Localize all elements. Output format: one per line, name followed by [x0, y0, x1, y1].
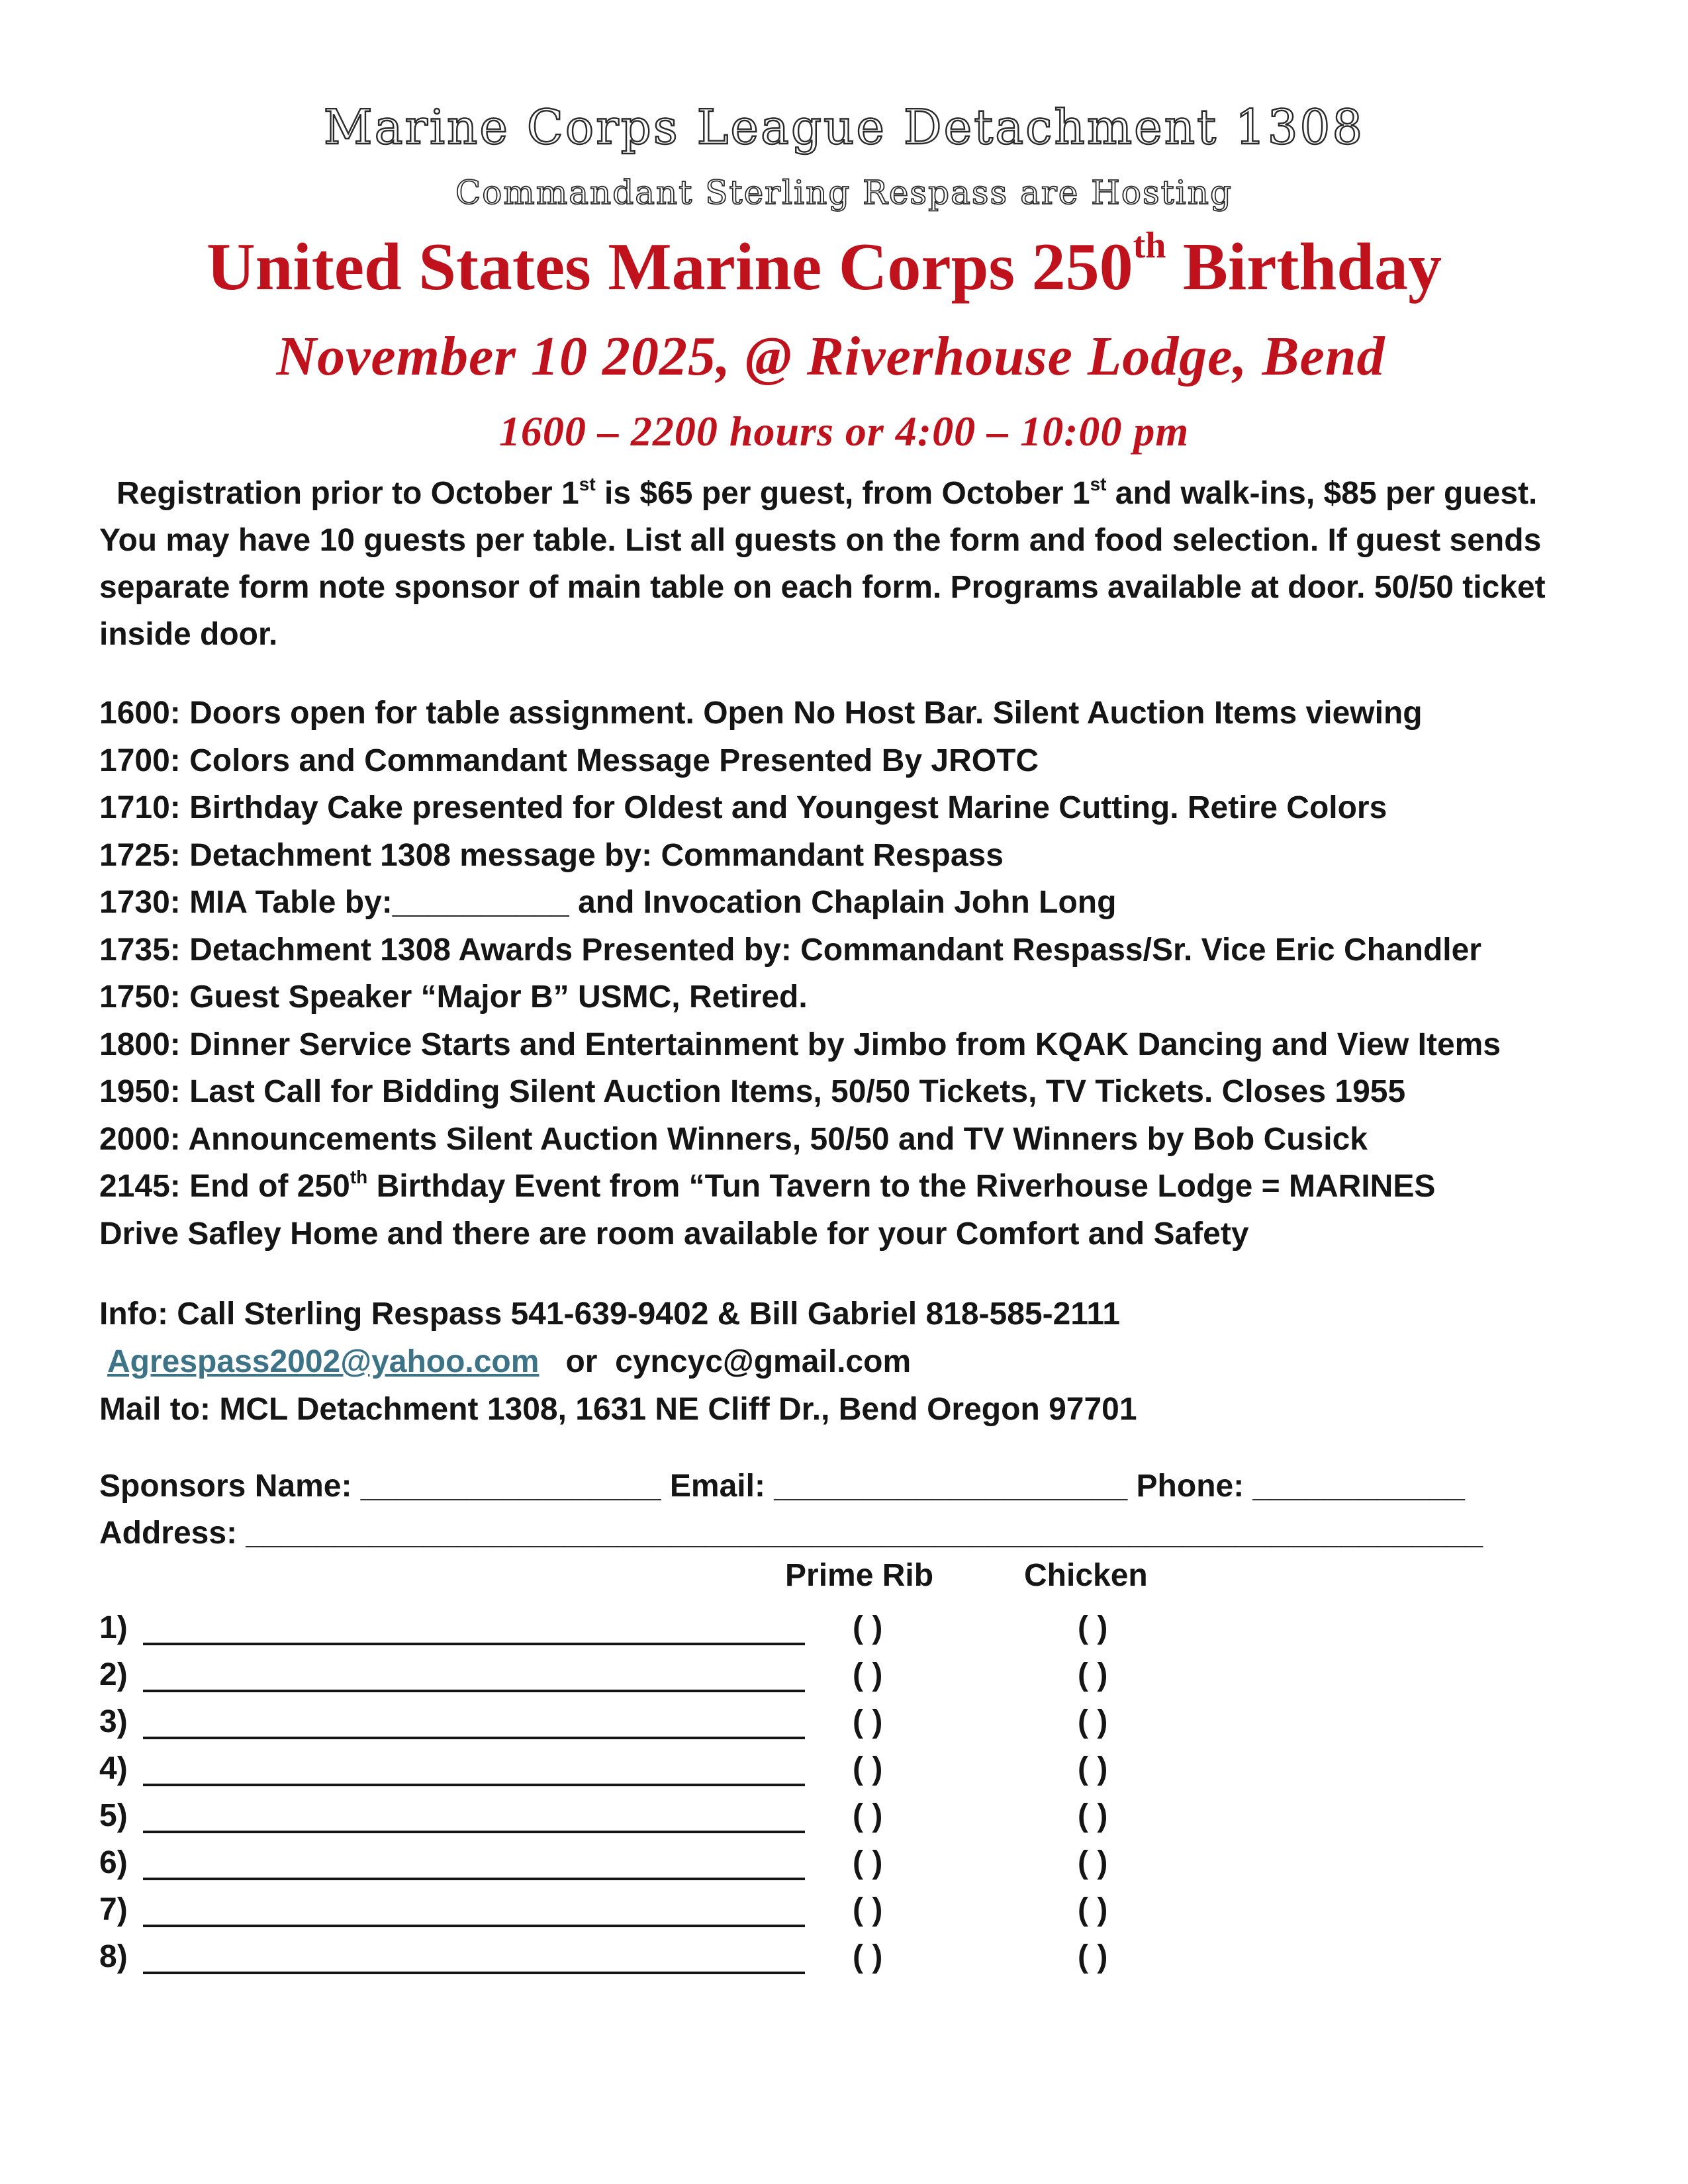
prime-rib-choice[interactable]: ( )	[853, 1751, 883, 1786]
schedule-end-text-tail: Birthday Event from “Tun Tavern to the Riverhouse Lodge = MARINES	[367, 1169, 1436, 1204]
event-hours: 1600 – 2200 hours or 4:00 – 10:00 pm	[498, 408, 1190, 455]
schedule-item: 1600: Doors open for table assignment. Open No Host Bar. Silent Auction Items viewing	[99, 696, 1423, 731]
guest-name-line[interactable]	[143, 1878, 805, 1880]
event-title	[0, 225, 1668, 306]
event-schedule	[99, 690, 1501, 1257]
guest-name-line[interactable]	[143, 1784, 805, 1786]
chicken-choice[interactable]: ( )	[1078, 1610, 1108, 1645]
schedule-item: 2000: Announcements Silent Auction Winners, 50/50 and TV Winners by Bob Cusick	[99, 1121, 1368, 1157]
guest-row	[99, 1604, 1225, 1651]
guest-row	[99, 1933, 1225, 1980]
guest-number: 8)	[99, 1939, 128, 1974]
registration-sup-b: st	[1090, 474, 1107, 494]
prime-rib-choice[interactable]: ( )	[853, 1845, 883, 1880]
chicken-choice[interactable]: ( )	[1078, 1845, 1108, 1880]
registration-paragraph	[99, 470, 1589, 658]
chicken-choice[interactable]: ( )	[1078, 1751, 1108, 1786]
schedule-item: 1800: Dinner Service Starts and Entertainment by Jimbo from KQAK Dancing and View Items	[99, 1026, 1501, 1062]
prime-rib-choice[interactable]: ( )	[853, 1610, 883, 1645]
schedule-item: 1700: Colors and Commandant Message Presented By JROTC	[99, 743, 1039, 778]
chicken-column-header: Chicken	[1024, 1558, 1148, 1593]
schedule-item: 1735: Detachment 1308 Awards Presented by: Commandant Respass/Sr. Vice Eric Chandler	[99, 932, 1481, 968]
guest-name-line[interactable]	[143, 1690, 805, 1692]
guest-row	[99, 1792, 1225, 1839]
drive-safe-note: Drive Safley Home and there are room available for your Comfort and Safety	[99, 1216, 1249, 1251]
prime-rib-choice[interactable]: ( )	[853, 1704, 883, 1739]
registration-text-b: is $65 per guest, from October 1	[595, 476, 1090, 511]
schedule-end-text: 2145: End of 250	[99, 1169, 350, 1204]
chicken-choice[interactable]: ( )	[1078, 1657, 1108, 1692]
prime-rib-column-header: Prime Rib	[785, 1558, 934, 1593]
contact-info	[99, 1291, 1137, 1433]
organization-heading: Marine Corps League Detachment 1308	[323, 99, 1365, 155]
info-call-line: Info: Call Sterling Respass 541-639-9402 & Bill Gabriel 818-585-2111	[99, 1297, 1121, 1332]
email-line	[99, 1338, 1137, 1386]
guest-number: 4)	[99, 1751, 128, 1786]
schedule-item-end	[99, 1163, 1501, 1210]
prime-rib-choice[interactable]: ( )	[853, 1798, 883, 1833]
guest-number: 6)	[99, 1845, 128, 1880]
address-field-line[interactable]: Address: ______________________________________________________________________	[99, 1516, 1483, 1551]
guest-row	[99, 1651, 1225, 1698]
sponsor-section	[99, 1463, 1483, 1557]
guest-number: 1)	[99, 1610, 128, 1645]
prime-rib-choice[interactable]: ( )	[853, 1892, 883, 1927]
registration-text-c: and walk-ins, $85 per guest. You may have 10 guests per table. List all guests on the form and food selection. If guest sends separate form note sponsor of main table on each form. Programs available at door. 50/50 ticket inside door.	[99, 476, 1546, 652]
guest-name-line[interactable]	[143, 1925, 805, 1927]
email-cyncyc: cyncyc@gmail.com	[615, 1344, 912, 1379]
chicken-choice[interactable]: ( )	[1078, 1798, 1108, 1833]
guest-name-line[interactable]	[143, 1972, 805, 1974]
title-text: United States Marine Corps 250	[207, 230, 1133, 304]
title-superscript: th	[1133, 225, 1166, 266]
guest-row	[99, 1886, 1225, 1933]
date-location: November 10 2025, @ Riverhouse Lodge, Bend	[276, 326, 1385, 387]
schedule-item: 1710: Birthday Cake presented for Oldest and Youngest Marine Cutting. Retire Colors	[99, 790, 1387, 825]
guest-number: 7)	[99, 1892, 128, 1927]
chicken-choice[interactable]: ( )	[1078, 1939, 1108, 1974]
prime-rib-choice[interactable]: ( )	[853, 1657, 883, 1692]
chicken-choice[interactable]: ( )	[1078, 1704, 1108, 1739]
email-link-agrespass[interactable]: Agrespass2002@yahoo.com	[107, 1344, 539, 1379]
guest-row	[99, 1839, 1225, 1886]
schedule-item: 1950: Last Call for Bidding Silent Auction Items, 50/50 Tickets, TV Tickets. Closes 1955	[99, 1074, 1406, 1109]
sponsor-fields-line[interactable]: Sponsors Name: _________________ Email: ____________________ Phone: ____________	[99, 1469, 1465, 1504]
email-or: or	[565, 1344, 598, 1379]
guest-row	[99, 1745, 1225, 1792]
guest-name-line[interactable]	[143, 1831, 805, 1833]
schedule-item: 1750: Guest Speaker “Major B” USMC, Retired.	[99, 979, 808, 1015]
host-line: Commandant Sterling Respass are Hosting	[455, 173, 1233, 212]
guest-number: 2)	[99, 1657, 128, 1692]
guest-number: 5)	[99, 1798, 128, 1833]
schedule-end-superscript: th	[350, 1167, 368, 1187]
registration-text-a: Registration prior to October 1	[117, 476, 579, 511]
guest-number: 3)	[99, 1704, 128, 1739]
prime-rib-choice[interactable]: ( )	[853, 1939, 883, 1974]
mail-to-line: Mail to: MCL Detachment 1308, 1631 NE Cliff Dr., Bend Oregon 97701	[99, 1392, 1137, 1427]
guest-name-line[interactable]	[143, 1643, 805, 1645]
registration-sup-a: st	[579, 474, 596, 494]
chicken-choice[interactable]: ( )	[1078, 1892, 1108, 1927]
schedule-item: 1730: MIA Table by:__________ and Invocation Chaplain John Long	[99, 885, 1117, 920]
guest-row	[99, 1698, 1225, 1745]
title-text-end: Birthday	[1166, 230, 1442, 304]
schedule-item: 1725: Detachment 1308 message by: Commandant Respass	[99, 837, 1004, 873]
guest-name-line[interactable]	[143, 1737, 805, 1739]
